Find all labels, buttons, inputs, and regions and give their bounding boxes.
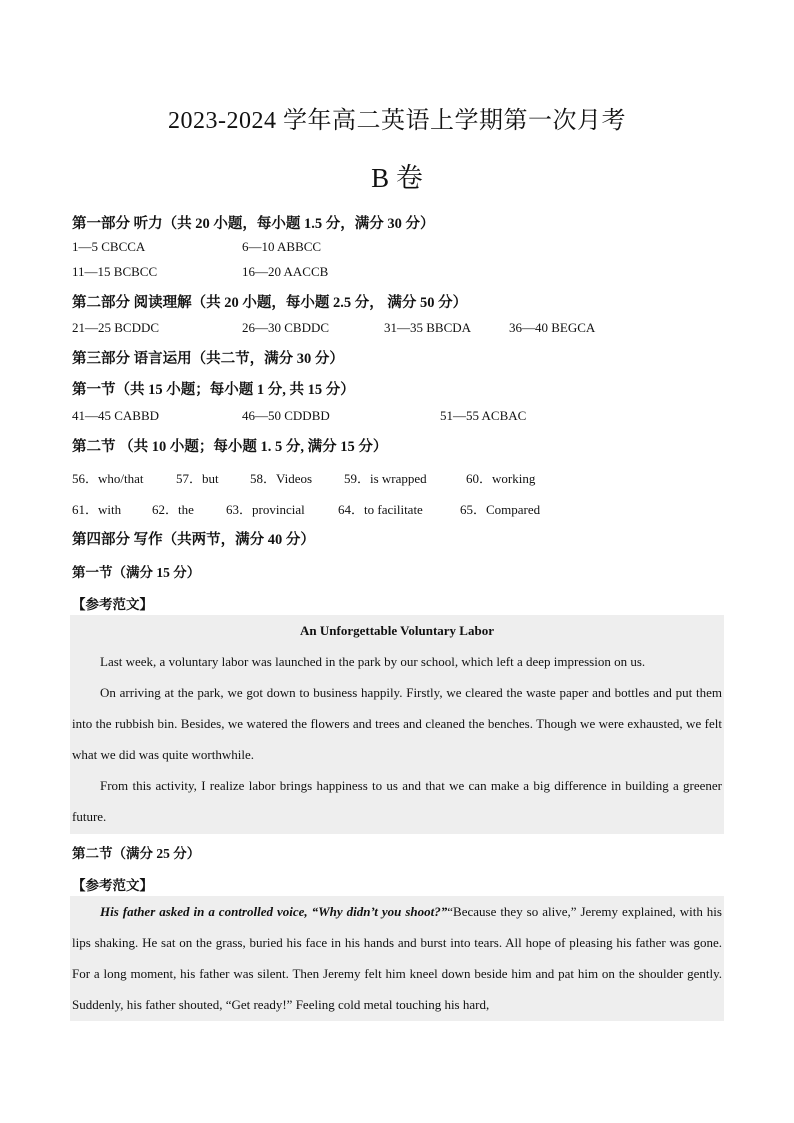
sample-essay-2 — [70, 896, 724, 1021]
answer-group: 46—50 CDDBD — [242, 408, 330, 423]
page-title: 2023-2024 学年高二英语上学期第一次月考 — [168, 108, 626, 134]
answer-item: 65．Compared — [460, 502, 541, 517]
answer-item: 62．the — [152, 502, 194, 517]
sample-label: 【参考范文】 — [72, 597, 153, 612]
answer-item: 60．working — [466, 471, 536, 486]
part3-section2-heading: 第二节 （共 10 小题；每小题 1. 5 分, 满分 15 分） — [72, 439, 388, 455]
answer-item: 64．to facilitate — [338, 502, 423, 517]
answer-item: 57．but — [176, 471, 219, 486]
essay-paragraph: On arriving at the park, we got down to business happily. Firstly, we cleared the waste paper and bottles and put them into the rubbish bin. Besides, we watered the flowers and trees and cleaned the benches. Though we were exhausted, we felt what we did was quite worthwhile. — [72, 685, 722, 762]
answer-item: 61．with — [72, 502, 122, 517]
part3-heading: 第三部分 语言运用（共二节，满分 30 分） — [72, 351, 344, 367]
sample-label: 【参考范文】 — [72, 878, 153, 893]
page-subtitle: B 卷 — [371, 163, 423, 193]
essay-title: An Unforgettable Voluntary Labor — [300, 623, 494, 638]
essay-paragraph: From this activity, I realize labor brings happiness to us and that we can make a big difference in building a greener future. — [72, 778, 722, 824]
sample-essay-1 — [70, 615, 724, 834]
answer-group: 1—5 CBCCA — [72, 239, 146, 254]
part4-section2-heading: 第二节（满分 25 分） — [72, 846, 201, 861]
answer-group: 21—25 BCDDC — [72, 320, 160, 335]
part3-section1-heading: 第一节（共 15 小题；每小题 1 分, 共 15 分） — [72, 382, 355, 398]
answer-group: 6—10 ABBCC — [242, 239, 322, 254]
essay-paragraph — [70, 896, 724, 1020]
answer-item: 58．Videos — [250, 471, 313, 486]
answer-group: 51—55 ACBAC — [440, 408, 527, 423]
essay-lead-sentence: His father asked in a controlled voice, “Why didn’t you shoot?” — [100, 904, 448, 919]
part1-heading: 第一部分 听力（共 20 小题，每小题 1.5 分，满分 30 分） — [72, 216, 435, 232]
answer-group: 11—15 BCBCC — [72, 264, 158, 279]
answer-group: 16—20 AACCB — [242, 264, 329, 279]
part4-heading: 第四部分 写作（共两节，满分 40 分） — [72, 532, 315, 548]
answer-item: 56．who/that — [72, 471, 144, 486]
essay-paragraph: Last week, a voluntary labor was launched in the park by our school, which left a deep impression on us. — [100, 654, 646, 669]
answer-group: 26—30 CBDDC — [242, 320, 330, 335]
part2-heading: 第二部分 阅读理解（共 20 小题，每小题 2.5 分， 满分 50 分） — [72, 295, 468, 311]
part4-section1-heading: 第一节（满分 15 分） — [72, 565, 201, 580]
essay-body: “Because they so alive,” Jeremy explained, with his lips shaking. He sat on the grass, buried his face in his hands and burst into tears. All hope of pleasing his father was gone. For a long moment, his father was silent. Then Jeremy felt him kneel down beside him and pat him on the shoulder gently. Suddenly, his father shouted, “Get ready!” Feeling cold metal touching his hard, — [72, 904, 722, 1012]
answer-item: 63．provincial — [226, 502, 305, 517]
answer-item: 59．is wrapped — [344, 471, 427, 486]
answer-group: 41—45 CABBD — [72, 408, 160, 423]
answer-group: 31—35 BBCDA — [384, 320, 472, 335]
answer-group: 36—40 BEGCA — [509, 320, 596, 335]
